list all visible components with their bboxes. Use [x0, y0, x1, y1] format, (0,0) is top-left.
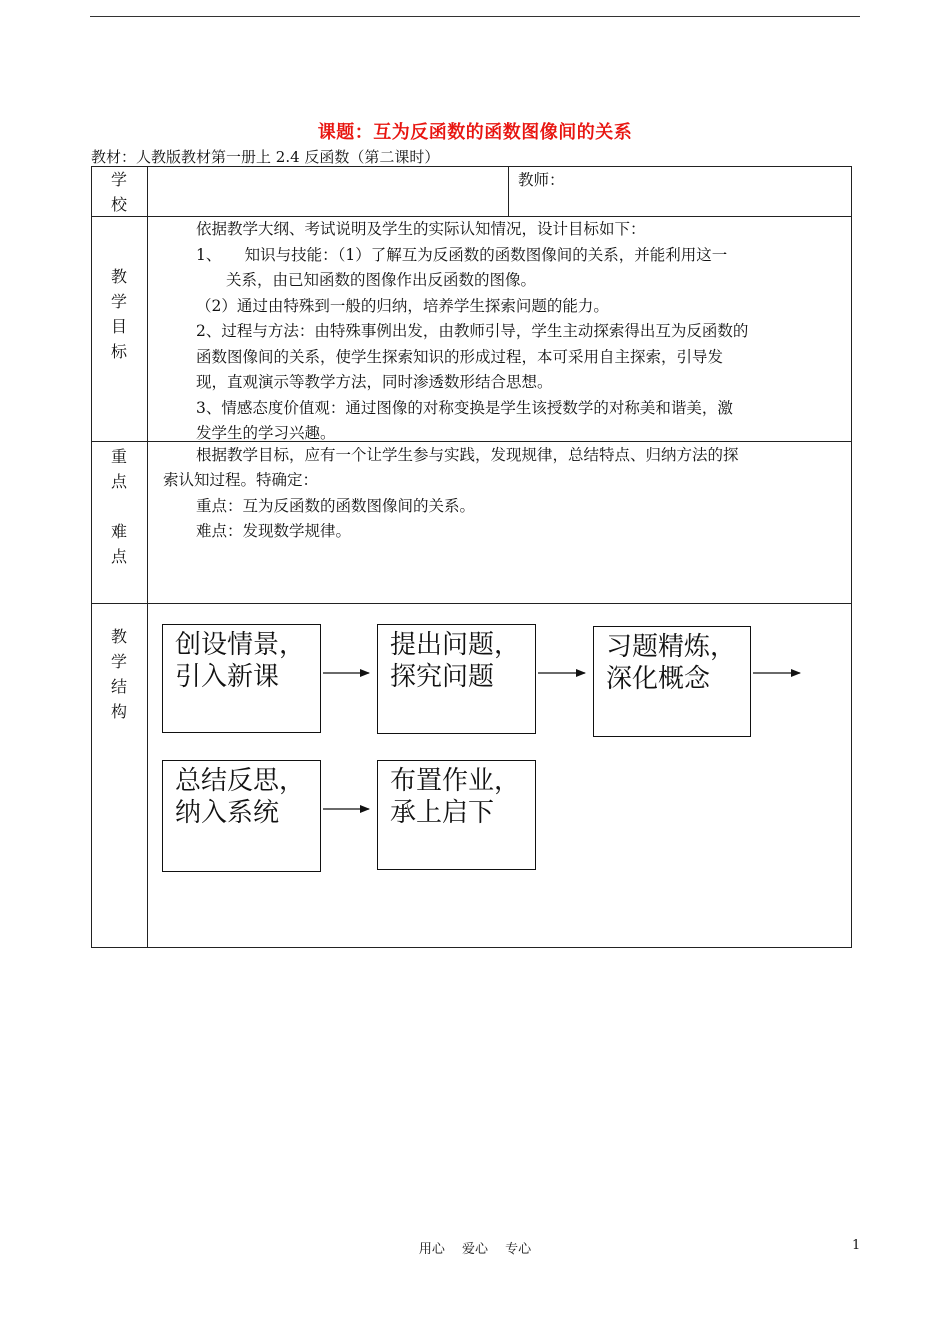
goals-line: 关系，由已知函数的图像作出反函数的图像。	[226, 271, 537, 289]
flow-step-box: 创设情景， 引入新课	[162, 624, 321, 733]
page-footer: 用心 爱心 专心	[418, 1242, 532, 1257]
flow-arrows	[91, 166, 852, 948]
school-label: 学 校	[110, 170, 127, 214]
goals-label: 教 学 目 标	[110, 267, 127, 361]
lesson-plan-table	[91, 166, 852, 948]
flow-step-box: 习题精炼， 深化概念	[593, 626, 751, 737]
key-points-line: 根据教学目标，应有一个让学生参与实践，发现规律，总结特点、归纳方法的探	[196, 446, 739, 464]
key-point-text: 重点：互为反函数的函数图像间的关系。	[196, 497, 476, 515]
page-title: 课题：互为反函数的函数图像间的关系	[317, 122, 633, 143]
goals-line: （2）通过由特殊到一般的归纳，培养学生探索问题的能力。	[196, 297, 609, 315]
goals-line: 现，直观演示等教学方法，同时渗透数形结合思想。	[196, 373, 553, 391]
key-points-line: 索认知过程。特确定：	[163, 471, 319, 489]
textbook-subtitle: 教材：人教版教材第一册上 2.4 反函数（第二课时）	[91, 148, 440, 166]
flow-step-box: 提出问题， 探究问题	[377, 624, 536, 734]
key-points-label: 重 点 难 点	[110, 447, 127, 566]
goals-line: 1、 知识与技能：（1）了解互为反函数的函数图像间的关系，并能利用这一	[196, 246, 728, 264]
teacher-label: 教师：	[518, 171, 565, 189]
header-rule	[90, 16, 860, 17]
structure-label: 教 学 结 构	[110, 627, 127, 721]
goals-line: 3、情感态度价值观：通过图像的对称变换是学生该授数学的对称美和谐美，激	[196, 399, 733, 417]
goals-line: 发学生的学习兴趣。	[196, 424, 336, 442]
goals-line: 函数图像间的关系，使学生探索知识的形成过程，本可采用自主探索，引导发	[196, 348, 724, 366]
page-number: 1	[852, 1238, 861, 1253]
flow-step-box: 总结反思， 纳入系统	[162, 760, 321, 872]
goals-line: 2、过程与方法：由特殊事例出发，由教师引导，学生主动探索得出互为反函数的	[196, 322, 749, 340]
flow-step-box: 布置作业， 承上启下	[377, 760, 536, 870]
difficult-point-text: 难点：发现数学规律。	[196, 522, 352, 540]
goals-line: 依据教学大纲、考试说明及学生的实际认知情况，设计目标如下：	[196, 220, 646, 238]
